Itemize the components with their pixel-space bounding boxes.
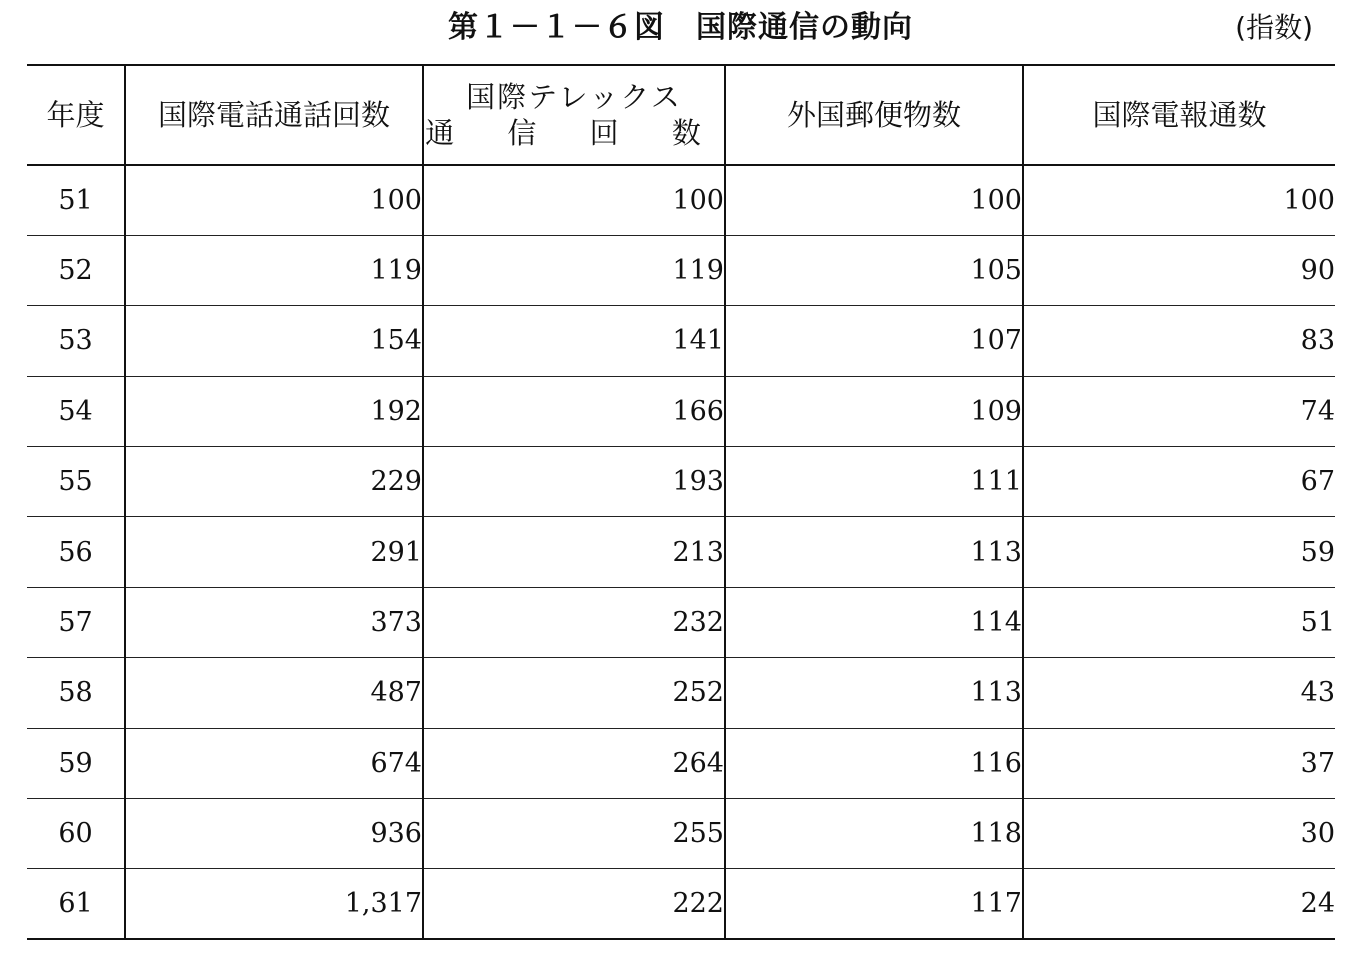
cell-intl-telegrams: 30 — [1023, 799, 1335, 869]
cell-foreign-mail: 116 — [725, 728, 1023, 798]
cell-intl-phone-calls: 936 — [125, 799, 423, 869]
cell-foreign-mail: 105 — [725, 235, 1023, 305]
cell-year: 56 — [58, 536, 93, 568]
table-row — [27, 376, 1335, 446]
table-row — [27, 447, 1335, 517]
cell-intl-telex: 193 — [423, 447, 725, 517]
cell-foreign-mail: 100 — [725, 165, 1023, 235]
header-row — [27, 65, 1335, 165]
table-row — [27, 728, 1335, 798]
cell-intl-telegrams: 90 — [1023, 235, 1335, 305]
header-intl-phone-calls: 国際電話通話回数 — [125, 65, 423, 165]
table-row — [27, 235, 1335, 305]
header-intl-telex-line2: 通 信 回 数 — [425, 116, 723, 150]
cell-intl-phone-calls: 100 — [125, 165, 423, 235]
table-row — [27, 799, 1335, 869]
cell-intl-telex: 232 — [423, 587, 725, 657]
cell-intl-phone-calls: 373 — [125, 587, 423, 657]
cell-year: 57 — [58, 607, 93, 639]
cell-intl-telegrams: 24 — [1023, 869, 1335, 939]
header-foreign-mail: 外国郵便物数 — [725, 65, 1023, 165]
cell-year: 61 — [58, 888, 93, 920]
table-row — [27, 587, 1335, 657]
cell-intl-telegrams: 83 — [1023, 306, 1335, 376]
cell-intl-phone-calls: 119 — [125, 235, 423, 305]
table-row — [27, 869, 1335, 939]
cell-year: 54 — [58, 395, 93, 427]
unit-label: (指数) — [1235, 11, 1313, 44]
cell-intl-phone-calls: 291 — [125, 517, 423, 587]
cell-intl-phone-calls: 487 — [125, 658, 423, 728]
cell-year: 51 — [58, 184, 93, 216]
table-title: 第１－１－６図 国際通信の動向 — [448, 10, 913, 45]
cell-foreign-mail: 107 — [725, 306, 1023, 376]
cell-intl-telex: 141 — [423, 306, 725, 376]
cell-year: 60 — [58, 818, 93, 850]
cell-intl-telegrams: 59 — [1023, 517, 1335, 587]
cell-intl-phone-calls: 154 — [125, 306, 423, 376]
cell-foreign-mail: 113 — [725, 517, 1023, 587]
header-intl-telex-line1: 国際テレックス — [466, 80, 682, 114]
cell-year: 52 — [58, 255, 93, 287]
cell-intl-telegrams: 43 — [1023, 658, 1335, 728]
table-row — [27, 517, 1335, 587]
cell-intl-telegrams: 51 — [1023, 587, 1335, 657]
cell-intl-telegrams: 100 — [1023, 165, 1335, 235]
cell-year: 58 — [58, 677, 93, 709]
table-row — [27, 658, 1335, 728]
cell-intl-telex: 213 — [423, 517, 725, 587]
cell-intl-telex: 166 — [423, 376, 725, 446]
header-intl-telegrams: 国際電報通数 — [1023, 65, 1335, 165]
cell-year: 59 — [58, 747, 93, 779]
cell-foreign-mail: 114 — [725, 587, 1023, 657]
cell-foreign-mail: 117 — [725, 869, 1023, 939]
cell-intl-telegrams: 37 — [1023, 728, 1335, 798]
table-row — [27, 306, 1335, 376]
cell-intl-telex: 252 — [423, 658, 725, 728]
cell-intl-telex: 255 — [423, 799, 725, 869]
cell-intl-phone-calls: 674 — [125, 728, 423, 798]
header-year: 年度 — [46, 98, 105, 132]
cell-intl-telex: 222 — [423, 869, 725, 939]
cell-foreign-mail: 113 — [725, 658, 1023, 728]
header-intl-telex — [423, 65, 725, 165]
cell-intl-phone-calls: 1,317 — [125, 869, 423, 939]
cell-year: 55 — [58, 466, 93, 498]
cell-year: 53 — [58, 325, 93, 357]
cell-intl-telex: 100 — [423, 165, 725, 235]
cell-intl-phone-calls: 192 — [125, 376, 423, 446]
cell-foreign-mail: 109 — [725, 376, 1023, 446]
table-row — [27, 165, 1335, 235]
cell-foreign-mail: 111 — [725, 447, 1023, 517]
cell-intl-phone-calls: 229 — [125, 447, 423, 517]
cell-intl-telex: 119 — [423, 235, 725, 305]
cell-intl-telex: 264 — [423, 728, 725, 798]
table-header — [27, 65, 1335, 165]
data-table — [27, 64, 1335, 940]
cell-intl-telegrams: 74 — [1023, 376, 1335, 446]
cell-foreign-mail: 118 — [725, 799, 1023, 869]
cell-intl-telegrams: 67 — [1023, 447, 1335, 517]
table-body — [27, 165, 1335, 939]
